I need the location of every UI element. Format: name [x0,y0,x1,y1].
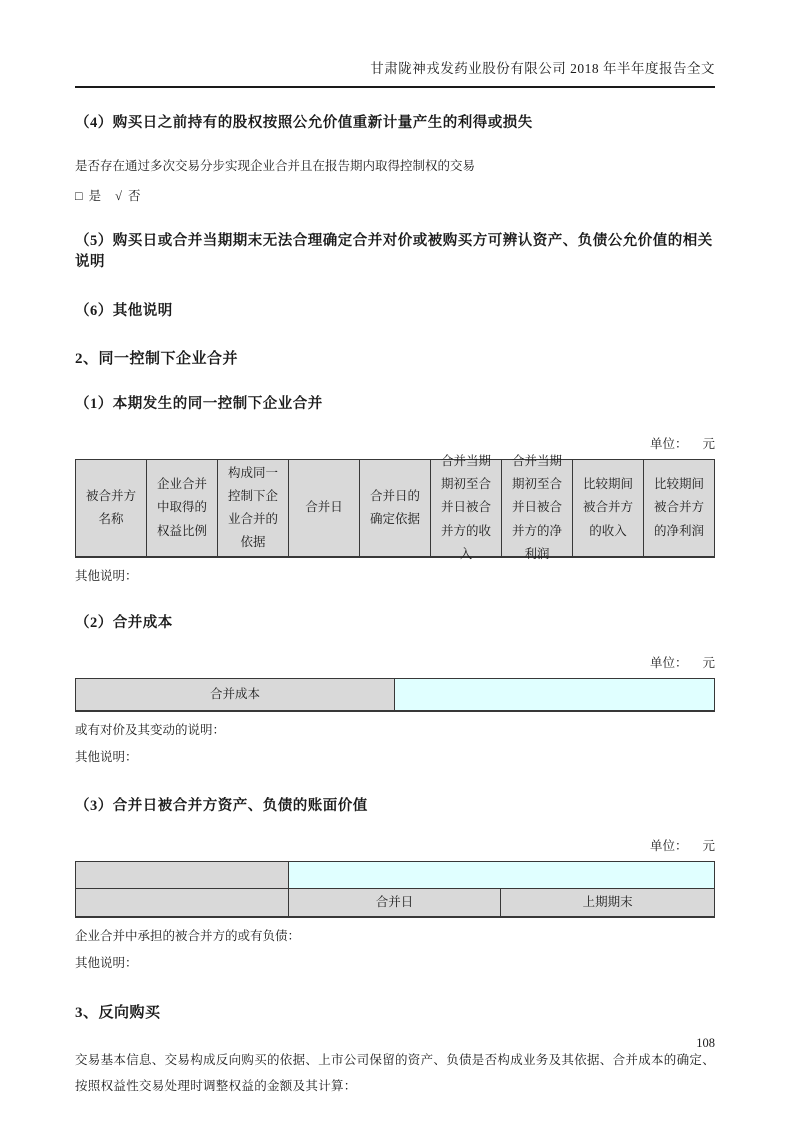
unit-value: 元 [702,656,715,670]
heading-2-2-merge-cost: （2）合并成本 [75,615,173,631]
book-value-header-blank [76,889,289,916]
other-note-2: 其他说明： [75,750,138,764]
report-header-title: 甘肃陇神戎发药业股份有限公司 2018 年半年度报告全文 [75,0,715,88]
page-number: 108 [696,1036,715,1050]
table-header-row [76,454,714,561]
col-comparative-net-profit: 比较期间被合并方的净利润 [644,460,714,556]
book-value-row-1 [76,862,714,889]
unit-value: 元 [702,839,715,853]
book-value-input-cell [289,862,714,889]
col-merger-date: 合并日 [289,460,360,556]
book-value-blank-cell [76,862,289,889]
col-net-profit-to-merger-date: 合并当期期初至合并日被合并方的净利润 [502,460,573,556]
multi-transaction-question: 是否存在通过多次交易分步实现企业合并且在报告期内取得控制权的交易 [75,159,476,173]
unit-line-3 [75,836,715,854]
unit-value: 元 [702,437,715,451]
checkbox-unchecked-icon: □ [75,189,83,203]
book-value-table [75,861,715,918]
unit-line-2 [75,653,715,671]
unit-label: 单位： [649,437,688,451]
col-same-control-basis: 构成同一控制下企业合并的依据 [218,460,289,556]
yes-no-checkline [75,186,715,204]
heading-4-remeasurement-gains: （4）购买日之前持有的股权按照公允价值重新计量产生的利得或损失 [75,115,533,131]
contingent-consideration-note: 或有对价及其变动的说明： [75,723,226,737]
merge-cost-table [75,678,715,712]
unit-line-1 [75,434,715,452]
reverse-purchase-paragraph: 交易基本信息、交易构成反向购买的依据、上市公司保留的资产、负债是否构成业务及其依据、合并成本的确定、按照权益性交易处理时调整权益的金额及其计算： [75,1053,716,1093]
heading-3-reverse-purchase: 3、反向购买 [75,1005,161,1021]
heading-2-3-book-value: （3）合并日被合并方资产、负债的账面价值 [75,798,368,814]
book-value-header-merger-date: 合并日 [289,889,502,916]
heading-2-same-control-merger: 2、同一控制下企业合并 [75,351,239,367]
col-merged-party-name: 被合并方名称 [76,460,147,556]
merge-cost-row [76,679,714,710]
col-income-to-merger-date: 合并当期期初至合并日被合并方的收入 [431,460,502,556]
book-value-row-2 [76,889,714,916]
checkbox-no-label: 否 [127,189,141,203]
checkmark-icon: √ [115,189,122,203]
book-value-header-prior-period-end: 上期期末 [501,889,714,916]
heading-2-1-current-period-merger: （1）本期发生的同一控制下企业合并 [75,396,323,412]
other-note-1: 其他说明： [75,569,138,583]
merge-cost-label-cell: 合并成本 [76,679,395,710]
col-equity-ratio: 企业合并中取得的权益比例 [147,460,218,556]
other-note-3: 其他说明： [75,956,138,970]
col-merger-date-basis: 合并日的确定依据 [360,460,431,556]
heading-5-fair-value-note: （5）购买日或合并当期期末无法合理确定合并对价或被购买方可辨认资产、负债公允价值的相关说明 [75,233,713,270]
col-comparative-income: 比较期间被合并方的收入 [573,460,644,556]
heading-6-other-notes: （6）其他说明 [75,303,173,319]
checkbox-yes-label: 是 [88,189,102,203]
same-control-merger-table [75,454,715,561]
contingent-liability-note: 企业合并中承担的被合并方的或有负债： [75,929,301,943]
unit-label: 单位： [649,656,688,670]
unit-label: 单位： [649,839,688,853]
merge-cost-value-cell [395,679,714,710]
